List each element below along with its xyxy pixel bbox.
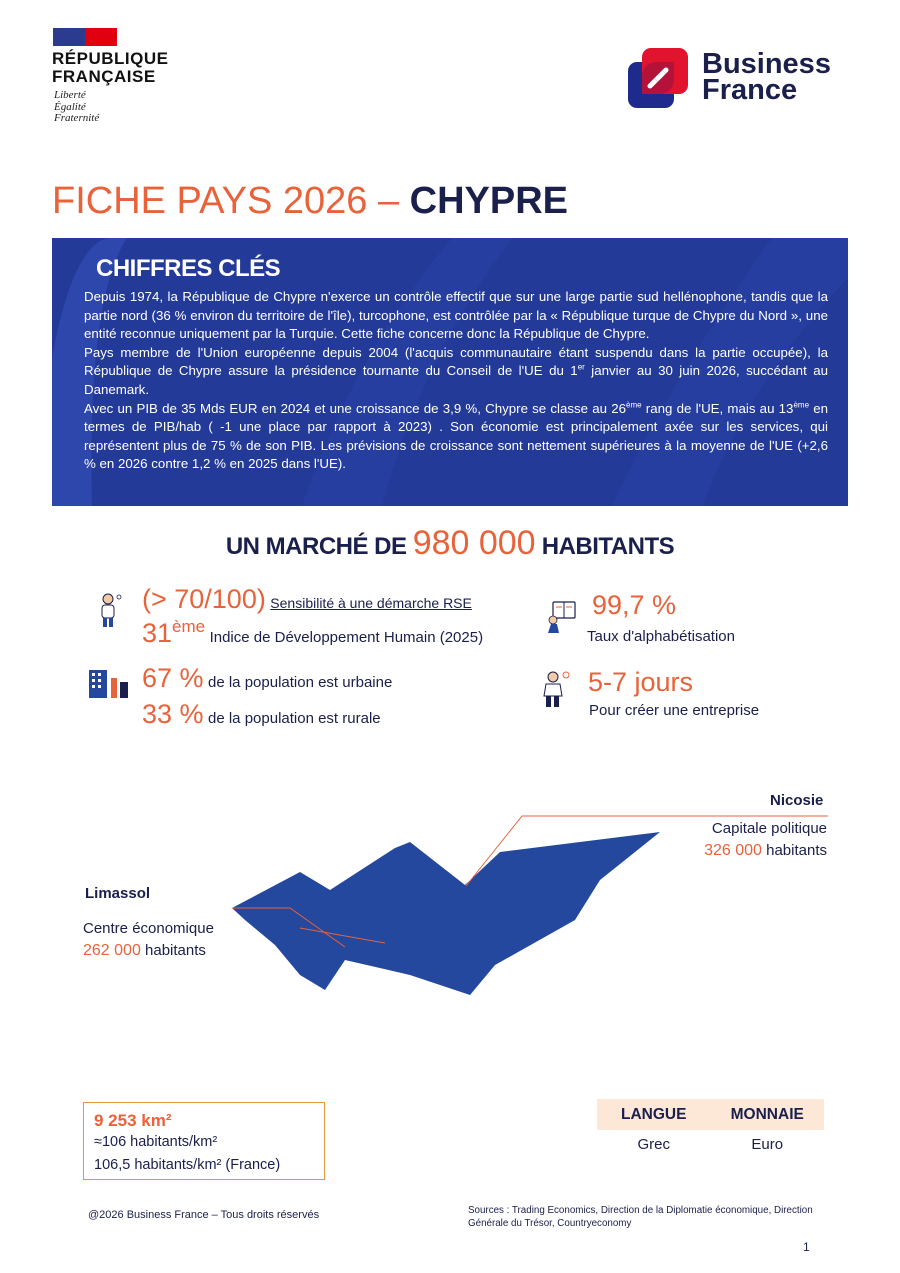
rse-label: Sensibilité à une démarche RSE — [270, 595, 472, 611]
key-figures-paragraph-2 — [84, 344, 828, 400]
limassol-name: Limassol — [85, 885, 151, 902]
key-figures-paragraph-1: Depuis 1974, la République de Chypre n'exerce un contrôle effectif que sur une large partie sud hellénophone, tandis que la partie nord (36 % environ du territoire de l'île), turcophone, est contrôlée par la « République turque de Chypre du Nord », une entité reconnue uniquement par la Turquie. Cette fiche concerne donc la République de Chypre. — [84, 289, 828, 342]
p3-part-c: en termes de PIB/hab ( -1 une place par rapport à 2023) . Son économie est principalement axée sur les services, qui représentent plus de 75 % de son PIB. Les prévisions de croissance sont nettement supérieures à la moyenne de l'UE (+2,6 % en 2026 contre 1,2 % en 2025 dans l'UE). — [84, 400, 828, 472]
motto-egalite: Égalité — [54, 100, 86, 113]
rural-value: 33 % — [142, 699, 204, 729]
page-number: 1 — [803, 1240, 810, 1254]
business-stat-value — [588, 667, 693, 698]
area-box — [83, 1102, 325, 1180]
brand-line1: Business — [702, 48, 831, 80]
capital-info — [640, 818, 827, 862]
urban-value: 67 % — [142, 663, 204, 693]
limassol-unit: habitants — [140, 942, 206, 959]
title-dash: – — [367, 180, 410, 222]
rural-label: de la population est rurale — [208, 710, 381, 727]
capital-name: Nicosie — [770, 792, 824, 809]
limassol-info — [83, 918, 214, 962]
header-langue: LANGUE — [621, 1105, 687, 1123]
business-value: 5-7 jours — [588, 667, 694, 697]
cyprus-island-shape — [232, 832, 660, 995]
urban-label: de la population est urbaine — [208, 674, 393, 691]
gov-motto — [54, 90, 99, 125]
entrepreneur-person-icon — [541, 670, 571, 708]
title-country: CHYPRE — [409, 180, 569, 222]
copyright: @2026 Business France – Tous droits réservés — [88, 1209, 320, 1221]
business-france-logo-icon — [628, 48, 688, 108]
key-figures-paragraph-3 — [84, 400, 828, 474]
business-france-wordmark — [702, 48, 831, 106]
title-prefix: FICHE PAYS 2026 — [52, 180, 368, 222]
person-thinking-icon — [96, 592, 124, 628]
market-heading — [0, 524, 900, 563]
area-density-france: 106,5 habitants/km² (France) — [94, 1157, 281, 1173]
market-pre: UN MARCHÉ DE — [225, 533, 413, 560]
key-figures-heading: CHIFFRES CLÉS — [96, 255, 281, 282]
market-number: 980 000 — [412, 524, 536, 562]
p3-sup-2: ème — [793, 400, 810, 410]
sources: Sources : Trading Economics, Direction de la Diplomatie économique, Direction Générale du Trésor, Countryeconomy — [468, 1205, 813, 1229]
rse-value: (> 70/100) — [142, 584, 266, 614]
business-label: Pour créer une entreprise — [589, 702, 760, 719]
motto-liberte: Liberté — [54, 89, 86, 101]
rural-stat — [142, 699, 381, 730]
reading-book-icon — [545, 600, 579, 634]
gov-title — [52, 50, 168, 86]
p3-part-b: rang de l'UE, mais au 13 — [641, 400, 794, 416]
key-figures-panel — [52, 238, 848, 506]
idh-value: 31 — [142, 618, 173, 648]
header-monnaie: MONNAIE — [730, 1105, 804, 1123]
p2-part-a: Pays membre de l'Union européenne depuis 2004 (l'acquis communautaire étant suspendu dans la partie occupée), la République de Chypre assure la présidence tournante du Conseil de l'UE du 1 — [84, 344, 828, 379]
idh-stat — [142, 618, 483, 649]
limassol-pop: 262 000 — [83, 942, 141, 959]
value-monnaie: Euro — [751, 1136, 784, 1153]
p2-sup: er — [577, 362, 585, 372]
p3-part-a: Avec un PIB de 35 Mds EUR en 2024 et une croissance de 3,9 %, Chypre se classe au 26 — [84, 400, 627, 416]
literacy-value: 99,7 % — [592, 590, 677, 620]
brand-line2: France — [702, 74, 798, 106]
marianne-flag-logo — [53, 28, 117, 46]
city-buildings-icon — [87, 668, 131, 700]
limassol-desc: Centre économique — [83, 920, 214, 937]
capital-pop: 326 000 — [704, 842, 762, 859]
motto-fraternite: Fraternité — [54, 112, 100, 124]
p3-sup-1: ème — [626, 400, 642, 410]
idh-label: Indice de Développement Humain (2025) — [209, 629, 484, 646]
capital-unit: habitants — [761, 842, 827, 859]
rse-stat — [142, 584, 472, 615]
literacy-label: Taux d'alphabétisation — [587, 628, 735, 645]
area-density: ≈106 habitants/km² — [94, 1134, 218, 1150]
urban-stat — [142, 663, 392, 694]
idh-sup: ème — [172, 616, 206, 636]
capital-desc: Capitale politique — [711, 820, 827, 837]
page-title — [52, 180, 568, 222]
table-row — [597, 1136, 824, 1153]
market-post: HABITANTS — [535, 533, 675, 560]
table-header — [597, 1099, 824, 1130]
gov-title-line2: FRANÇAISE — [52, 67, 156, 86]
language-currency-table — [597, 1099, 824, 1153]
p2-part-b: janvier au 30 juin 2026, succédant au Danemark. — [84, 363, 828, 397]
value-langue: Grec — [637, 1136, 670, 1153]
gov-title-line1: RÉPUBLIQUE — [52, 49, 169, 68]
key-figures-text — [84, 288, 828, 474]
literacy-stat-value — [592, 590, 676, 621]
area-surface: 9 253 km² — [94, 1111, 172, 1130]
